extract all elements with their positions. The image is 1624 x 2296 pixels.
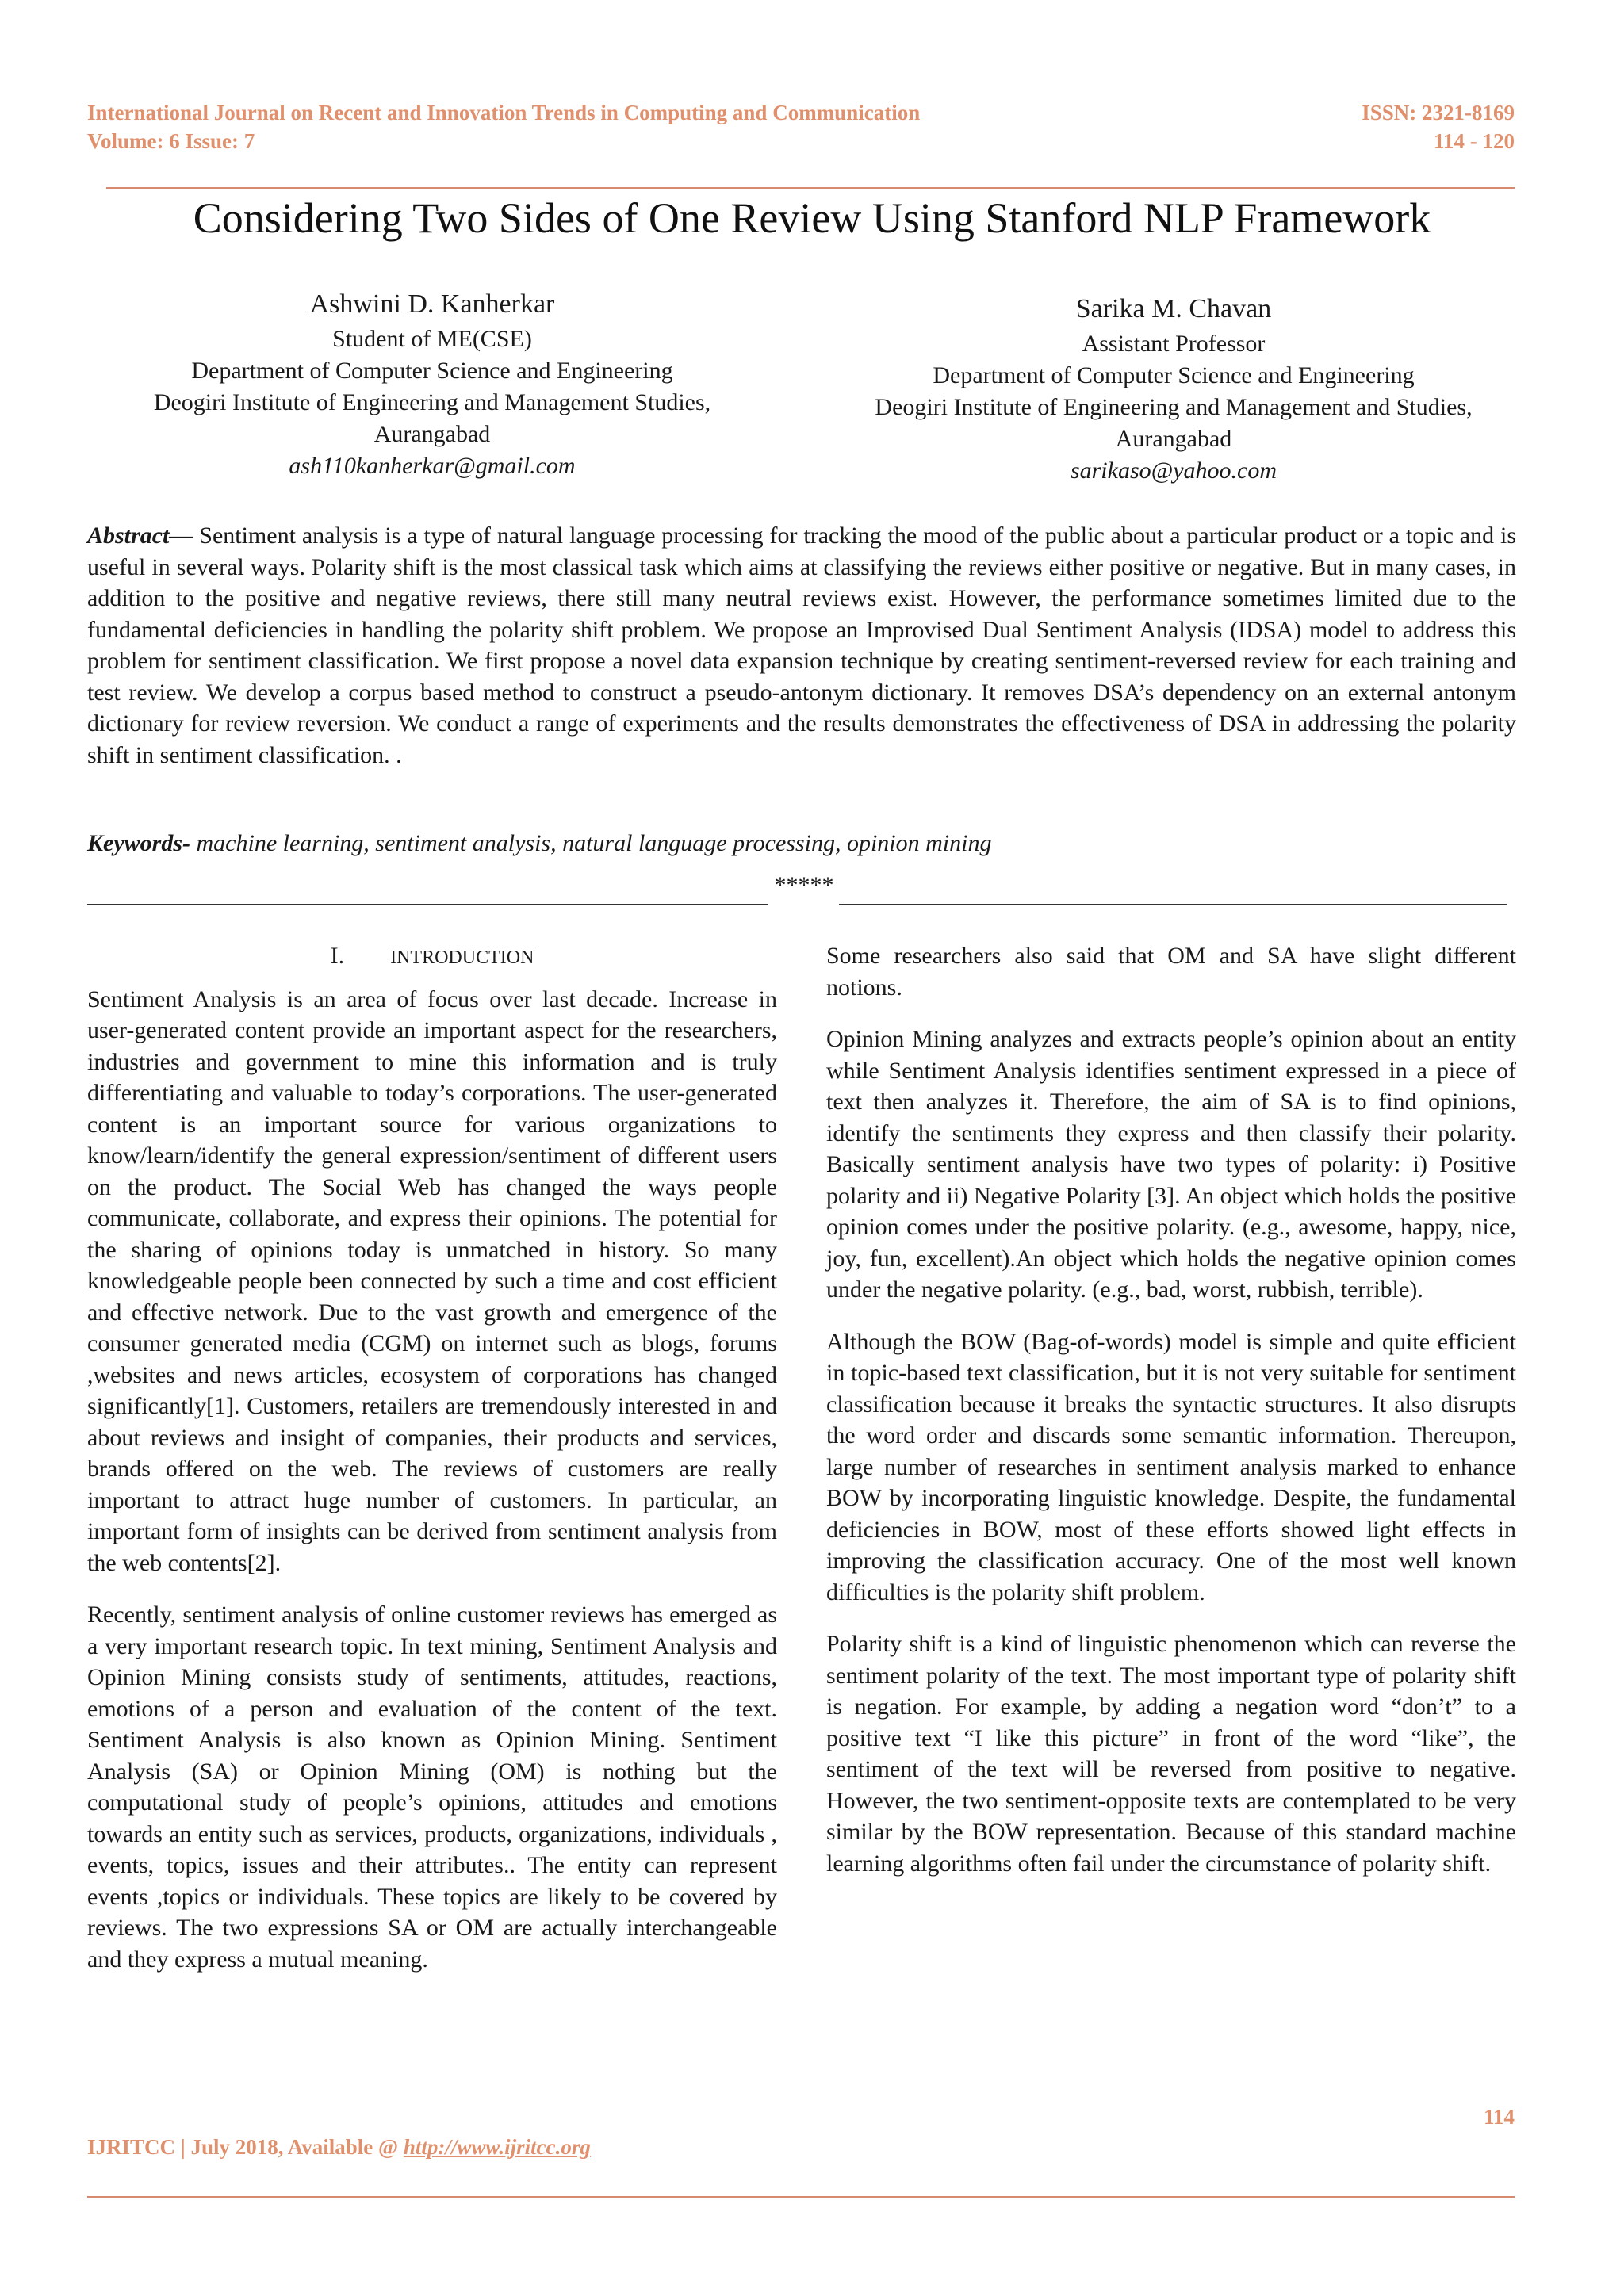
abstract-label: Abstract— (87, 522, 193, 549)
paragraph: Sentiment Analysis is an area of focus over last decade. Increase in user-generated content provide an important aspect for the researchers, industries and government to mine this information and is truly differentiating and valuable to today’s corporations. The user-generated content is an important source for various organizations to know/learn/identify the general expression/sentiment of different users on the product. The Social Web has changed the ways people communicate, collaborate, and express their opinions. The potential for the sharing of opinions today is unmatched in history. So many knowledgeable people been connected by such a time and cost efficient and effective network. Due to the vast growth and emergence of the consumer generated media (CGM) on internet such as blogs, forums ,websites and news articles, ecosystem of corporations has changed significantly[1]. Customers, retailers are tremendously interested in and about reviews and insight of companies, their products and services, brands offered on the web. The reviews of customers are really important to attract huge number of customers. In particular, an important form of insights can be derived from sentiment analysis from the web contents[2]. (87, 985, 777, 1576)
author-block-1 (103, 285, 761, 482)
section-title: INTRODUCTION (390, 947, 534, 968)
author-email[interactable]: ash110kanherkar@gmail.com (289, 453, 576, 479)
abstract-text: Sentiment analysis is a type of natural language processing for tracking the mood of the public about a particular product or a topic and is useful in several ways. Polarity shift is the most classical task which aims at classifying the reviews either positive or negative. But in many cases, in addition to the positive and negative reviews, there still many neutral reviews exist. However, the performance sometimes limited due to the fundamental deficiencies in handling the polarity shift problem. We propose an Improvised Dual Sentiment Analysis (IDSA) model to address this problem for sentiment classification. We first propose a novel data expansion technique by creating sentiment-reversed review for each training and test review. We develop a corpus based method to construct a pseudo-antonym dictionary. It removes DSA’s dependency on an external antonym dictionary for review reversion. We conduct a range of experiments and the results demonstrates the effectiveness of DSA in addressing the polarity shift in sentiment classification. . (87, 522, 1517, 768)
author-email[interactable]: sarikaso@yahoo.com (1070, 457, 1277, 484)
issn: ISSN: 2321-8169 (1362, 101, 1515, 124)
author-name: Ashwini D. Kanherkar (309, 289, 555, 319)
author-department: Department of Computer Science and Engineering (933, 362, 1415, 388)
separator-rule-right (839, 904, 1507, 905)
keywords-label: Keywords- (87, 830, 190, 856)
author-role: Student of ME(CSE) (332, 326, 532, 352)
author-institution: Deogiri Institute of Engineering and Management Studies, (153, 389, 711, 415)
separator-stars: ***** (774, 872, 834, 898)
section-number: I. (330, 943, 345, 969)
author-city: Aurangabad (373, 421, 491, 447)
author-department: Department of Computer Science and Engineering (191, 358, 673, 384)
page-number: 114 (1483, 2105, 1515, 2129)
footer-text: IJRITCC | July 2018, Available @ (87, 2135, 404, 2159)
journal-title: International Journal on Recent and Innovation Trends in Computing and Communication (87, 101, 921, 124)
left-column (87, 940, 777, 1996)
section-heading (87, 940, 777, 974)
author-institution: Deogiri Institute of Engineering and Management and Studies, (875, 394, 1473, 420)
keywords-text: machine learning, sentiment analysis, natural language processing, opinion mining (196, 830, 992, 856)
keywords (87, 828, 1516, 859)
footer-link[interactable]: http://www.ijritcc.org (403, 2135, 591, 2159)
footer (87, 2133, 591, 2161)
author-block-2 (817, 290, 1530, 487)
paragraph: Recently, sentiment analysis of online customer reviews has emerged as a very important research topic. In text mining, Sentiment Analysis and Opinion Mining consists study of sentiments, attitudes, reactions, emotions of a person and evaluation of the content of the text. Sentiment Analysis is also known as Opinion Mining. Sentiment Analysis (SA) or Opinion Mining (OM) is nothing but the computational study of people’s opinions, attitudes and emotions towards an entity such as services, products, organizations, individuals , events, topics, issues and their attributes.. The entity can represent events ,topics or individuals. These topics are likely to be covered by reviews. The two expressions SA or OM are actually interchangeable and they express a mutual meaning. (87, 1601, 777, 1973)
page-range: 114 - 120 (1433, 129, 1515, 153)
volume-issue: Volume: 6 Issue: 7 (87, 129, 255, 153)
paragraph: Although the BOW (Bag-of-words) model is simple and quite efficient in topic-based text classification, but it is not very suitable for sentiment classification because it breaks the syntactic structures. It also disrupts the word order and discards some semantic information. Thereupon, large number of researches in sentiment analysis marked to enhance BOW by incorporating linguistic knowledge. Despite, the fundamental deficiencies in BOW, most of these efforts showed light effects in improving the classification accuracy. One of the most well known difficulties is the polarity shift problem. (826, 1328, 1516, 1605)
paragraph: Opinion Mining analyzes and extracts people’s opinion about an entity while Sentiment Analysis identifies sentiment expressed in a piece of text then analyzes it. Therefore, the aim of SA is to find opinions, identify the sentiments they express and then classify their polarity. Basically sentiment analysis have two types of polarity: i) Positive polarity and ii) Negative Polarity [3]. An object which holds the positive opinion comes under the positive polarity. (e.g., awesome, happy, nice, joy, fun, excellent).An object which holds the negative opinion comes under the negative polarity. (e.g., bad, worst, rubbish, terrible). (826, 1026, 1516, 1303)
author-name: Sarika M. Chavan (1075, 294, 1272, 323)
author-role: Assistant Professor (1082, 331, 1266, 357)
right-column (826, 940, 1516, 1900)
paragraph: Some researchers also said that OM and SA have slight different notions. (826, 943, 1516, 1001)
separator-rule-left (87, 904, 768, 905)
footer-rule (87, 2196, 1515, 2198)
paper-title: Considering Two Sides of One Review Using Stanford NLP Framework (193, 194, 1431, 242)
paragraph: Polarity shift is a kind of linguistic phenomenon which can reverse the sentiment polarity of the text. The most important type of polarity shift is negation. For example, by adding a negation word “don’t” to a positive text “I like this picture” in front of the word “like”, the sentiment of the text will be reversed from positive to negative. However, the two sentiment-opposite texts are contemplated to be very similar by the BOW representation. Because of this standard machine learning algorithms often fail under the circumstance of polarity shift. (826, 1631, 1516, 1877)
abstract (87, 520, 1516, 771)
header-rule (106, 187, 1515, 189)
author-city: Aurangabad (1115, 426, 1232, 452)
